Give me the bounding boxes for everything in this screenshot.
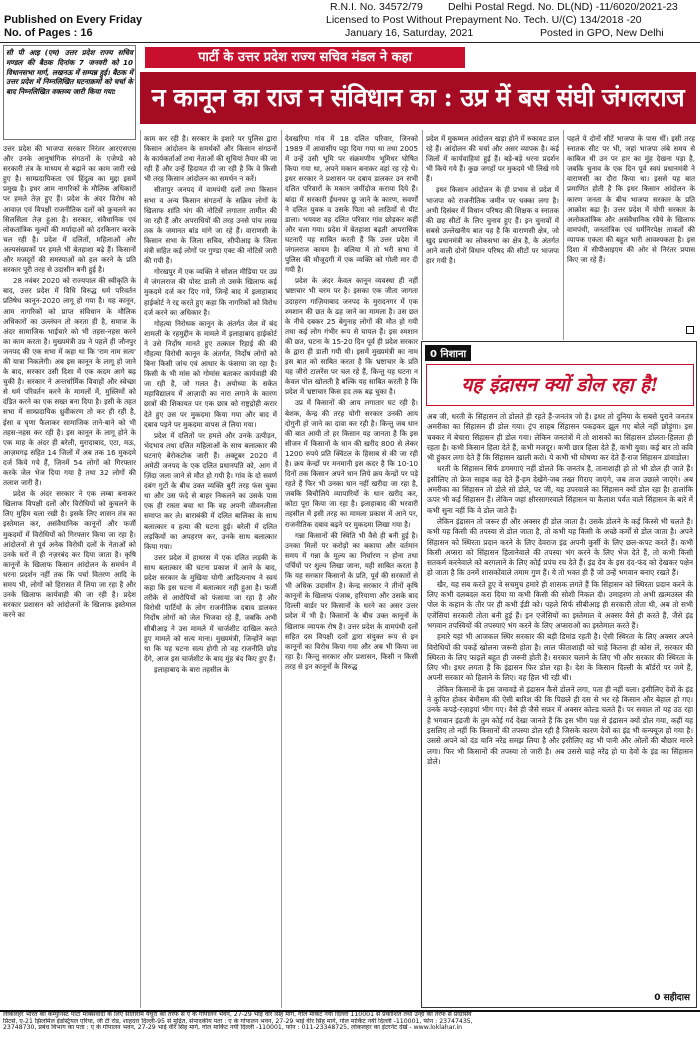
editorial-headline: यह इंद्रासन क्यों डोल रहा है! (426, 364, 694, 406)
lead-kicker: पार्टी के उत्तर प्रदेश राज्य सचिव मंडल ने कहा (145, 47, 465, 68)
paragraph: उत्तर प्रदेश में हाथरस में एक दलित लड़की के साथ बलात्कार की घटना प्रकाश में आने के बाद, प्रदेश सरकार के मुखिया योगी आदित्यनाथ ने स्वयं कहा कि इस घटना में बलात्कार नहीं हुआ है। फर्जी तरीके से आरोपियों को फंसाया जा रहा है और विरोधी पार्टियों के लोग राजनीतिक दबाव डालकर निर्दोष लोगों को जेल भिजवा रहे हैं, जबकि अभी सीबीआइ ने उस मामले में चार्जशीट दाखिल करते हुए मामले को सत्य माना। मुख्यमंत्री, जिन्होंने कहा था कि यह घटना सत्य होगी तो वह राजनीति छोड़ देंगे, आज इस चार्जशीट के बाद मुंह बंद किए हुए हैं। (144, 552, 277, 663)
masthead-rule (0, 42, 700, 43)
paragraph: 28 नवंबर 2020 को राज्यपाल की स्वीकृति के बाद, उत्तर प्रदेश में विधि विरुद्ध धर्म परिवर्तन प्रतिषेध कानून-2020 लागू हो गया है। यह कानून, आम नागरिकों को प्राप्त संविधान के मौलिक अधिकारों का उल्लंघन तो करता ही है, समाज के अंदर सामाजिक भाईचारे को भी तहस-नहस करने का काम करता है। मुख्यमंत्री उप्र ने पहले ही जौनपुर जनपद की एक सभा में कहा था कि 'राम नाम सत्य' की यात्रा निकलेगी। अब इस कानून के लागू हो जाने के बाद, सरकार उसी दिशा में एक कदम आगे बढ़ चुकी है। सरकार ने अन्तर्धार्मिक विवाहों और स्वेच्छा से धर्म परिवर्तन करने के मामलों में, मुस्लिमों को दंडित करने का एक सख्त बना दिया है। इसी के तहत सभा में साम्प्रदायिक ध्रुवीकरण तो कर ही रही है, ईसा व घृणा फैलाकर सामाजिक ताने-बाने को भी तहस-नहस कर रही है। इस कानून के लागू होने के एक माह के अंदर ही बरेली, मुरादाबाद, एटा, मऊ, आज़मगढ़ सहित 14 जिलों में अब तक 16 मुकदमे दर्ज किये गये हैं, जिनमें 54 लोगों को गिरफ्तार करके जेल भेज दिया गया है तथा 32 लोगों की तलाश जारी है। (3, 276, 136, 488)
column-rule (140, 130, 141, 1008)
end-mark-icon (686, 326, 694, 334)
paragraph: काम कर रही है। सरकार के इशारे पर पुलिस द्वारा किसान आंदोलन के समर्थकों और किसान संगठनों के कार्यकर्ताओं तथा नेताओं की सूचियां तैयार की जा रही हैं और उन्हें हिदायत दी जा रही है कि वे किसी भी तरह किसान आंदोलन का समर्थन न करें। (144, 134, 277, 184)
paragraph: उत्तर प्रदेश की भाजपा सरकार निरंतर आरएसएस और उनके आनुषांगिक संगठनों के एजेण्डे को सरकारी तंत्र के माध्यम से बढ़ाने का काम जारी रखे हुए है। साम्प्रदायिकता एवं हिंदुत्व का मुद्दा इसमें प्रमुख है। इधर आम नागरिकों के मौलिक अधिकारों पर हमले तेज़ हुए हैं। प्रदेश के अंदर विरोध को आवाज़ एवं विपक्षी राजनीतिक दलों को कुचलने का सिलसिला तेज़ हुआ है। सरकार, संवैधानिक एवं लोकतांत्रिक मूल्यों की मर्यादाओं को दरकिनार करके चल रही है। प्रदेश में दलितों, महिलाओं और अल्पसंख्यकों पर हमले भी बेतहाशा बढ़े हैं। किसानों और मजदूरों की समस्याओं को हल करने के प्रति सरकार पूरी तरह से उदासीन बनी हुई है। (3, 144, 136, 275)
paragraph: प्रदेश के अंदर सरकार ने एक लम्बा बनाकर खिलाफ विपक्षी दलों और विरोधियों को कुचलने के लिए मुहिम चला रखी है। इसके लिए शासन तंत्र का इस्तेमाल कर, असंवैधानिक कानूनों और फर्जी मुकदमों में विरोधियों को गिरफ्तार किया जा रहा है। आंदोलनों से पूर्व अनेक विरोधी दलों के नेताओं को उनके घरों में ही नज़रबंद कर दिया जाता है। कृषि कानूनों के खिलाफ किसान आंदोलन के समर्थन में धरना प्रदर्शन नहीं तक कि पर्चा वितरण आदि के समय भी, लोगों को हिरासत में लिया जा रहा है और उनके खिलाफ कार्यवाही की जा रही है। प्रदेश सरकार प्रशासन को आंदोलनों के खिलाफ इस्तेमाल करने का (3, 489, 136, 620)
paragraph: धरती के सिंहासन सिर्फ डगमगाएं नहीं डोलते कि जनतंत्र है, तानाशाही हो तो भी डोल ही जाते हैं। इसीलिए तो फ्रेज साहब कह देते हैं-हम देखेंगे-जब तख्त गिराए जाएंगे, जब ताज उछाले जाएंगे। अब अमरीका का सिंहासन तो डोले सो डोले, पर जी, यह उपरवाले का सिंहासन क्यों डोल रहा है! हालांकि ऊपर भी कई सिंहासन हैं। लेकिन जहां क्षीरसागरवाले सिंहासन या कैलाश पर्वत वाले सिंहासन के बारे में कभी सुना नहीं कि वे डोल जाते हैं। (427, 464, 693, 515)
lead-column-1 (3, 144, 136, 1004)
imprint-line-3: 23748730, प्रबंध विभाग का पता : ए के गोपालन भवन, 27-29 भाई वीर सिंह मार्ग, गोल मार्किट नयी दिल्ली -110001, फोन : 011-23348725, लोकलहर का इंटरनेट देखें - www.loklahar.in (3, 1024, 463, 1031)
paragraph: हमारे यहां भी आजकल स्थिर सरकार की बड़ी डिमांड रहती है। ऐसी स्थिरता के लिए अक्सर अपने विरोधियों की पकड़ें खोलना जरूरी होता है। लाल फीताशाही को चाहे कितना ही कोस लें, सरकार की स्थिरता के लिए फाइलें बहुत ही जरूरी होती हैं। सरकार चलाने के लिए भी और सरकार की स्थिरता के लिए भी। इधर लगता है कि इंद्रासन फिर डोल रहा है। देश के किसान दिल्ली के बॉर्डरों पर जमे हैं, अपनी सरकार को हिलाने के लिए। वह हिल भी रही थी। (427, 632, 693, 683)
lead-column-5 (567, 134, 695, 330)
lead-intro-box (3, 45, 136, 140)
editorial-signature: 0 सहीदास (654, 993, 690, 1003)
paragraph: गोरखपुर में एक व्यक्ति ने सोशल मीडिया पर उप्र में जंगलराज की पोस्ट डाली तो उसके खिलाफ कई मुकदमे दर्ज कर दिए गये, जिन्हें बाद में इलाहाबाद हाईकोर्ट ने रद्द करते हुए कहा कि नागरिकों को विरोध दर्ज करने का अधिकार है। (144, 267, 277, 317)
paragraph: लेकिन इंद्रासन तो जरूर ही और अक्सर ही डोल जाता है। उसके डोलने के कई किस्से भी चलते हैं। कभी यह किसी की तपस्या से डोल जाता है, तो कभी यह किसी के अच्छे कर्मों से डोल जाता है। अपने सिंहासन को स्थिरता प्रदान करने के लिए देवराज इंद्र अपनी कुर्सी के लिए छल-कपट करते हैं। कभी किसी अप्सरा को सिंहासन हिलानेवाले की तपस्या भंग करने के लिए भेज देते हैं, तो कभी किसी सतकर्म करनेवाले को बरगलाने के लिए कोई प्रपंच रच देते हैं। इंद्र देव के इस दंद-फंद को देखकर पक्षेन हो जाता है कि उनमें शासकोंवाले तमाम गुण हैं। ये तो भक्त ही हैं जो उन्हें भगवान बनाए रखते हैं। (427, 516, 693, 578)
column-rule (422, 130, 423, 340)
paragraph: अब जी, धरती के सिंहासन तो डोलते ही रहते हैं-जनतंत्र जो है। इधर तो दुनिया के सबसे पुराने जनतंत्र अमरीका का सिंहासन ही डोल गया। ट्रंप साहब सिंहासन पकड़कर झूल गए बोले नहीं छोड़ूंगा। इस चक्कर में बेचारा सिंहासन ही डोल गया। लेकिन जनतंत्रों में तो शासकों का सिंहासन डोलता-हिलता ही रहता है। कभी किसान हिला देते हैं, कभी मजदूर। कभी छात्र हिला देते हैं, कभी युवा। कई बार तो कवि भी हुंकार लगा देते हैं कि सिंहासन खाली करो। ये कभी भी घोषणा कर देते हैं-राज सिंहासन डांवाडोल! (427, 412, 693, 463)
column-rule (563, 130, 564, 340)
column-rule (281, 130, 282, 1008)
paragraph: उप्र में किसानों की आय लगातार घट रही है। बेशक, केन्द्र की तरह योगी सरकार उनकी आय दोगुनी हो जाने का दावा कर रही है। किन्तु जब धान की बात आयी तो हर किसान यह जानता है कि इस सीजन में किसानों के धान की खरीद 800 से लेकर 1200 रुपये प्रति क्विंटल के हिसाब से की जा रही है। क्रय केन्द्रों पर मनमानी इस कदर है कि 10-10 दिनों तक किसान अपने धान लिये क्रय केन्द्रों पर पड़े रहते हैं फिर भी उनका धान नहीं खरीदा जा रहा है, जबकि बिचौलिये व्यापारियों के धान खरीद कर, कोटा पूरा किया जा रहा है। इलाहाबाद की भरवारी तहसील में इसी तरह का मामला प्रकाश में आने पर, राजनीतिक दबाव बढ़ने पर मुकदमा लिखा गया है। (285, 398, 418, 529)
paragraph: गन्ना किसानों की स्थिति भी वैसे ही बनी हुई है। उनका मिलों पर करोड़ों का बकाया और वर्तमान समय में गन्ना के मूल्य का निर्धारण न होना तथा पर्चियों पर शुल्य लिखा जाना, यही साबित करता है कि यह सरकार किसानों के प्रति, पूर्व की सरकारों से भी अधिक उदासीन है। केन्द्र सरकार ने तीनों कृषि कानूनों के खिलाफ पंजाब, हरियाणा और उसके बाद दिल्ली बार्डर पर किसानों के धरने का असर उत्तर प्रदेश में भी है। किसानों के बीच उक्त कानूनों के खिलाफ व्यापक रोष है। उत्तर प्रदेश के वामपंथी दलों सहित दस विपक्षी दलों द्वारा संयुक्त रूप से इन कानूनों का विरोध किया गया और अब भी किया जा रहा है। किन्तु सरकार और प्रशासन, किसी न किसी तरह से इन कानूनों के विरुद्ध (285, 530, 418, 671)
paragraph: पहले ये दोनों सीटें भाजपा के पास थीं। इसी तरह स्नातक सीट पर भी, जहां भाजपा लंबे समय से काबिज थी उन पर हार का मुंह देखना पड़ा है, जबकि चुनाव के एक दिन पूर्व स्वयं प्रधानमंत्री ने वाराणसी का दौरा किया था। इससे यह बात प्रमाणित होती है कि इधर किसान आंदोलन के कारण जनता के बीच भाजपा सरकार के प्रति आक्रोश बढ़ा है। उत्तर प्रदेश में योगी सरकार के अलोकतांत्रिक और असंवैधानिक रवैये के खिलाफ वामपंथी, जनतांत्रिक एवं धर्मनिरपेक्ष ताकतों की व्यापक एकता की बहुत भारी आवश्यकता है। इस दिशा में सीपीआइएम की ओर से निरंतर प्रयास किए जा रहे हैं। (567, 134, 695, 265)
paragraph: लेकिन किसानों के इस जमावड़े से इंद्रासन कैसे डोलने लगा, पता ही नहीं चला। इसीलिए देवों के इंद्र ने कुपित होकर बेमौसम की ऐसी बारिश की कि पिछले ही दस से भर रहे किसान और बेहाल हो गए। उनके कपड़े-रज़ाइयां भीग गए। वैसे ही जैसे सफ़र में अक्सर कोल्ड चलते हैं। पर सवाल तो यह उठ रहा है भगवान इंद्रजी के तुम कोई गर्द देखा जानते हैं कि इस भीग पक्ष से इंद्रासन क्यों डोल गया, कहीं यह इसलिए तो नहीं कि किसानों की तपस्या डोल रही है जिसके कारण देवों का इंद्र भी कन्फ्यूज हो गया है। उससे अपने को दंड यानि नरेंद्र समझ लिया है और इसीलिए वह भी पानी और ओलों की बौछार मारने लगा। फिर भी किसानों की तपस्या तो जारी है। अब उससे चाहे नरेंद्र हो या देवों के इंद्र का सिंहासन डोले। (427, 684, 693, 766)
editorial-body (427, 412, 693, 992)
editorial-tag: 0 निशाना (425, 345, 471, 361)
paragraph: देवखरिया गांव में 18 दलित परिवार, जिनको 1989 में आवासीय पट्टा दिया गया था तथा 2005 में उन्हें उसी भूमि पर संक्रमणीय भूमिधर घोषित किया गया था, अपने मकान बनाकर वहां रह रहे थे। इधर सरकार ने प्रशासन पर दबाव डालकर उन सभी दलित परिवारों के मकान जमींदोज कराया दिये हैं। बांदा में सरकारी ईंधनघर छू जाने के कारण, सवर्णों ने दलित युवक व उसके पिता को लाठियों से पीट डाला। भयवश वह दलित परिवार गांव छोड़कर कहीं और चला गया। प्रदेश में बेतहाशा बढ़ती आपराधिक घटनाएँ यह साबित करती हैं कि उत्तर प्रदेश में जंगलराज कायम है। बलिया में तो भरी सभा में पुलिस की मौजूदगी में एक व्यक्ति को गोली मार दी गयी है। (285, 134, 418, 275)
editorial-box (421, 341, 697, 1008)
postal-registration: Delhi Postal Regd. No. DL(ND) -11/6020/2021-23 (448, 1, 678, 13)
lead-intro: सी पी आइ (एम) उत्तर प्रदेश राज्य सचिव मण्डल की बैठक दिनांक 7 जनवरी को 10 विधानसभा मार्ग, लखनऊ में सम्पन्न हुई। बैठक में उत्तर प्रदेश में निम्नलिखित घटनाक्रमों को चर्चा के बाद निम्नलिखित वक्तव्य जारी किया गया: (6, 48, 133, 97)
masthead (0, 0, 700, 42)
lead-column-3 (285, 134, 418, 1008)
paragraph: गोहत्या निरोधक कानून के अंतर्गत जेल में बंद शामली के रहमुद्दीन के मामले में इलाहाबाद हाईकोर्ट ने उसे निर्दोष मानते हुए तत्काल रिहाई की की गौहत्या विरोधी कानून के अंतर्गत, निर्दोष लोगों को बिना किसी जांच एवं आधार के फंसाया जा रहा है। किसी के भी मांस को गोमांस बताकर कार्यवाही की जा रही है, जो गलत है। अयोध्या के सकेत महाविद्यालय में आज़ादी का नारा लगाने के कारण छात्रों की शिकायत पर एक छात्र को राष्ट्रद्रोही करार देते हुए उस पर मुकदमा किया गया और बाद में दबाव पड़ने पर मुकदमा वापस ले लिया गया। (144, 318, 277, 429)
lead-column-4 (426, 134, 559, 336)
paragraph: इधर किसान आंदोलन के ही प्रभाव से प्रदेश में भाजपा को राजनीतिक जमीन पर धक्का लगा है। अभी दिसंबर में विधान परिषद की शिक्षक व स्नातक की छह सीटों के लिए चुनाव हुए हैं। इन चुनावों में सबसे उल्लेखनीय बात यह है कि वाराणसी क्षेत्र, जो खुद प्रधानमंत्री का लोकसभा का क्षेत्र है, के अंतर्गत आने वाली दोनों विधान परिषद की सीटों पर भाजपा हार गयी है। (426, 185, 559, 266)
imprint-line-2: प्रिंटर्स, ए-21 झिलमिल इंडस्ट्रियल एरिया, जी टी रोड, शाहदरा दिल्ली-95 से मुद्रित, संपादकीय पता : ए के गोपालन भवन, 27-29 भाई वीर सिंह मार्ग, गोल मार्किट नयी दिल्ली -110001, फोन : 23747435, (3, 1018, 473, 1025)
rni-number: R.N.I. No. 34572/79 (330, 1, 423, 13)
issue-date: January 16, Saturday, 2021 (345, 27, 474, 39)
published-note: Published on Every Friday (4, 14, 143, 26)
paragraph: प्रदेश में मुकम्मल आंदोलन खड़ा होने में रुकावट डाल रहे हैं। आंदोलन की चर्चा और असर व्यापक है। कई जिलों में कार्यवाहियां हुई हैं। बड़े-बड़े धरना प्रदर्शन भी किये गये हैं। कुछ जगहों पर मुकदमे भी लिखे गये हैं। (426, 134, 559, 184)
paragraph: प्रदेश में दलितों पर हमले और उनके उत्पीड़न, भेदभाव तथा दलित महिलाओं के साथ बलात्कार की घटनाएं बेरोकटोक जारी हैं। अक्टूबर 2020 में अमेठी जनपद के एक दलित प्रधानपति को, आग में ज़िंदा जला जाने से मौत हो गयी है। गांव के दो सवर्ण दबंग गुटों के बीच उक्त व्यक्ति बुरी तरह फंस चुका था और उस फंदे से बाहर निकलने का उसके पास एक ही रास्ता बचा था कि वह अपनी जीवनलीला समाप्त कर ले। बाराबंकी में दलित बालिका के साथ बलात्कार व हत्या की घटना हुई। बरेली में दलित लड़कियों का अपहरण कर, उनके साथ बलात्कार किया गया। (144, 430, 277, 551)
lead-column-2 (144, 134, 277, 1008)
paragraph: प्रदेश के अंदर केवल कानून व्यवस्था ही नहीं भ्रष्टाचार भी चरम पर है। इसका एक जीता जागता उदाहरण गाज़ियाबाद जनपद के मुरादनगर में एक श्मशान की छत के ढह जाने का मामला है। उस छत के नीचे दबकर 25 बेगुनाह लोगों की मौत हो गयी तथा कई लोग गंभीर रूप से घायल हैं। इस श्मशान की छत, घटना के 15-20 दिन पूर्व ही प्रदेश सरकार के द्वारा ही डाली गयी थी। इसमें मुख्यमंत्री का नाम इस बात को साबित करता है कि भ्रष्टाचार के प्रति यह जीरो टालरेंस पर चल रहे हैं, किन्तु यह घटना न केवल पोल खोलती है बल्कि यह साबित करती है कि प्रदेश में भ्रष्टाचार किस हद तक बढ़ चुका है। (285, 276, 418, 397)
imprint-line-1: लोकलहर भारत की कम्युनिस्ट पार्टी मार्क्सवादी के लिए सीताराम येचुरी की तरफ से ए के गोपालन भवन, 27-29 भाई वीर सिंह मार्ग, गोल मार्केट नयी दिल्ली 110001 से प्रकाशित तथा उन्हीं की तरफ से प्रोग्रेसिव (3, 1011, 472, 1018)
pages-note: No. of Pages : 16 (4, 27, 93, 39)
paragraph: सीतापुर जनपद में वामपंथी दलों तथा किसान सभा व अन्य किसान संगठनों के सक्रिय लोगों के खिलाफ शांति भंग की नोटिसें लगातार तामील की जा रही हैं और अपराधियों की तरह उनसे पांच लाख तक के जमानत बांड मांगे जा रहे हैं। वाराणसी के किसान सभा के जिला सचिव, सीपीआइ के जिला मंत्री सहित कई लोगों पर गुण्डा एक्ट की नोटिसें जारी की गयी हैं। (144, 185, 277, 266)
posted-note: Posted in GPO, New Delhi (540, 27, 664, 39)
paragraph: खैर, यह सब करते हुए वे सचमुच हमारे ही शासक लगते हैं कि सिंहासन को स्थिरता प्रदान करने के लिए कभी दलबदल करा दिया या कभी किसी की सोशी निकल दी। उमाहरण तो अभी ख़त्मउस्ल की पोल के कहान के तौर पर ही कभी ईडी को। पहले सिर्फ सीबीआइ ही सरकारी तोता थी, अब तो सभी एजेंसियां सरकारी तोता बनी हुई हैं। इन एजेंसियों का इस्तेमाल वे अक्सर वैसे ही करते हैं, जैसे इंद्र भगवान तपस्वियों की तपस्याएं भंग करने के लिए अप्सराओं का इस्तेमाल करते हैं। (427, 579, 693, 630)
lead-headline: न कानून का राज न संविधान का : उप्र में बस संघी जंगलराज (140, 72, 696, 124)
license-note: Licensed to Post Without Prepayment No. Tech. U/(C) 134/2018 -20 (326, 14, 642, 26)
paragraph: इलाहाबाद के बारा तहसील के (154, 664, 230, 674)
